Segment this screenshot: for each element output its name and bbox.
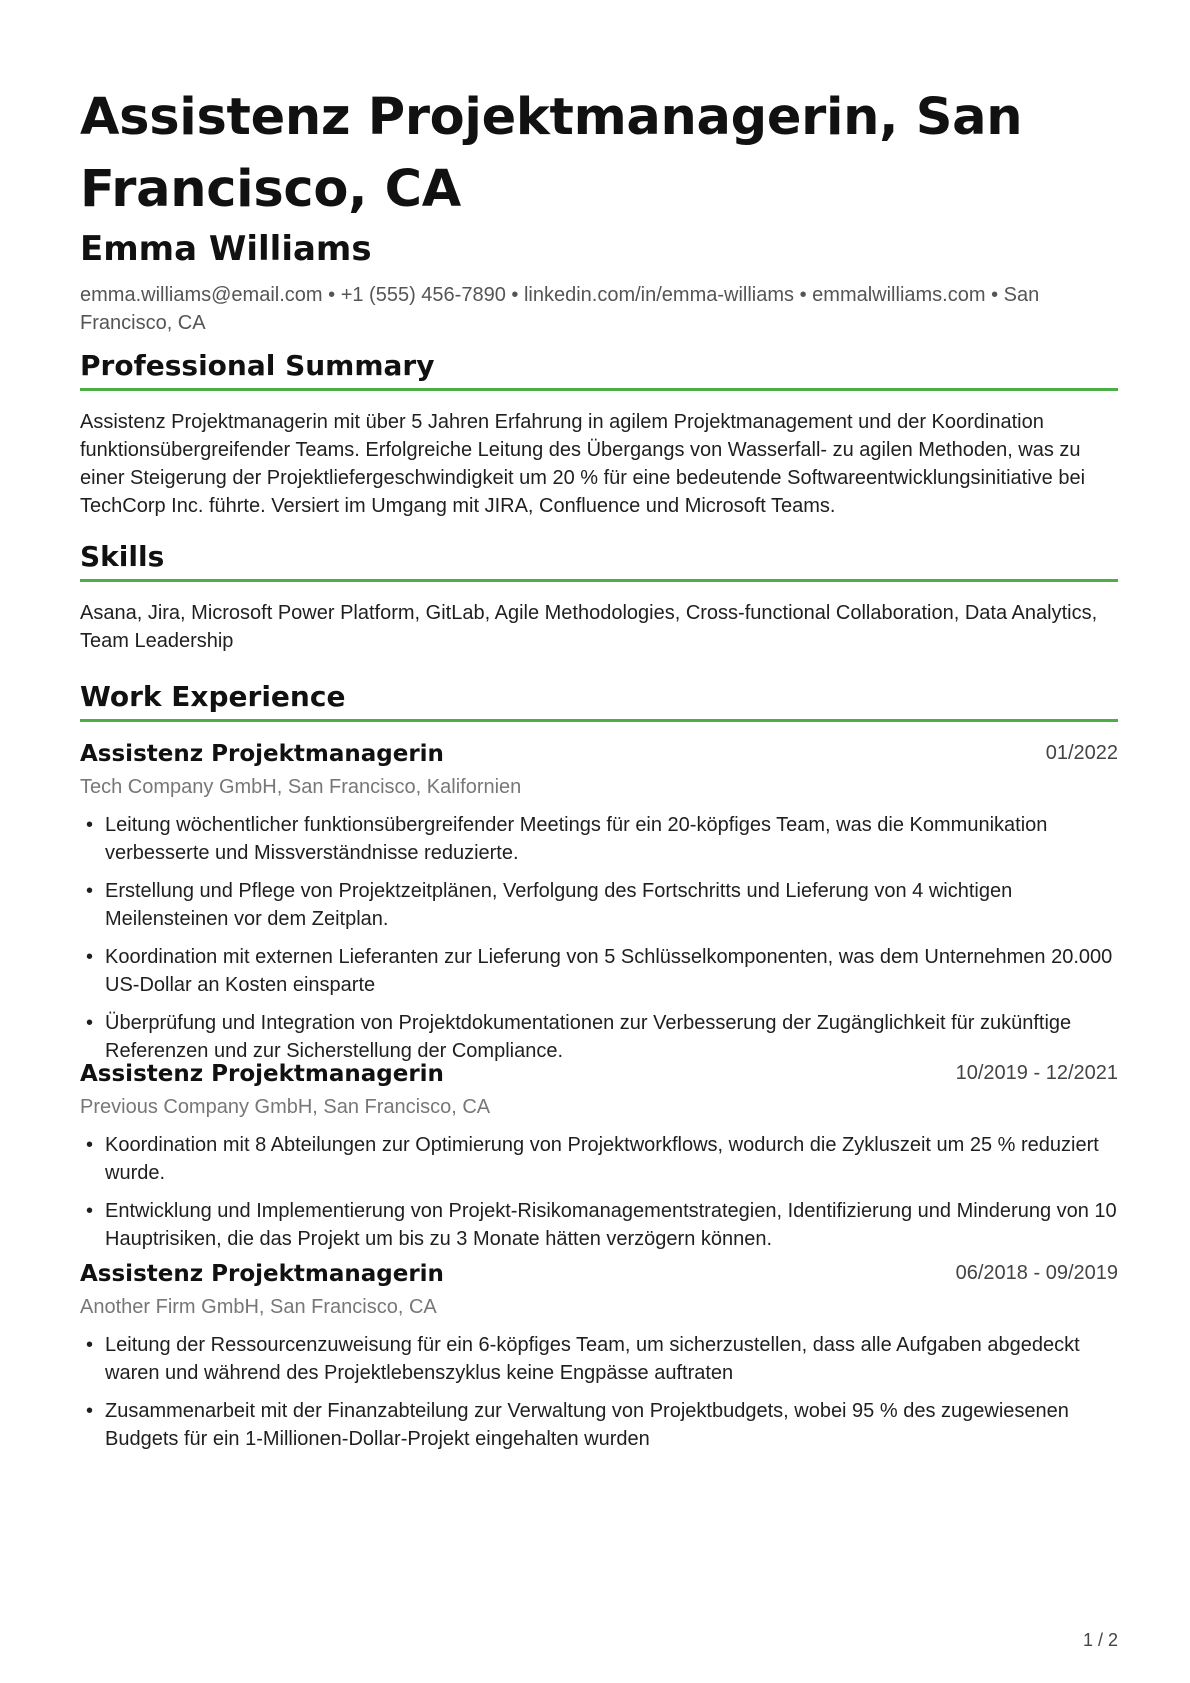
bullet-dot: • xyxy=(86,814,94,836)
contact-linkedin[interactable]: linkedin.com/in/emma-williams xyxy=(523,284,795,306)
bullet-text: Entwicklung und Implementierung von Projekt-Risikomanagementstrategien, Identifizierung und Minderung von 10 Hauptrisiken, die das Projekt um bis zu 3 Monate hätten verzögern können. xyxy=(105,1200,1117,1250)
bullet-text: Leitung wöchentlicher funktionsübergreifender Meetings für ein 20-köpfiges Team, was die Kommunikation verbesserte und Missverständnisse reduzierte. xyxy=(105,814,1048,864)
skills-text: Asana, Jira, Microsoft Power Platform, GitLab, Agile Methodologies, Cross-functional Collaboration, Data Analytics, Team Leadership xyxy=(80,602,1098,652)
candidate-name: Emma Williams xyxy=(80,229,372,269)
bullet-text: Koordination mit externen Lieferanten zur Lieferung von 5 Schlüsselkomponenten, was dem Unternehmen 20.000 US-Dollar an Kosten einsparte xyxy=(105,946,1113,996)
job-bullets xyxy=(80,1131,1118,1263)
summary-heading: Professional Summary xyxy=(80,349,435,382)
job-title: Assistenz Projektmanagerin xyxy=(80,741,444,767)
bullet-item xyxy=(80,1197,1118,1253)
bullet-dot: • xyxy=(86,1400,94,1422)
contact-line xyxy=(80,281,1118,337)
bullet-dot: • xyxy=(86,1334,94,1356)
bullet-dot: • xyxy=(86,880,94,902)
contact-location: San Francisco, CA xyxy=(80,284,1040,334)
bullet-dot: • xyxy=(86,946,94,968)
job-company: Tech Company GmbH, San Francisco, Kalifornien xyxy=(80,776,522,798)
bullet-text: Erstellung und Pflege von Projektzeitplänen, Verfolgung des Fortschritts und Lieferung von 4 wichtigen Meilensteinen vor dem Zeitplan. xyxy=(105,880,1013,930)
resume-title: Assistenz Projektmanagerin, San Francisco, CA xyxy=(80,88,1023,219)
bullet-item xyxy=(80,1397,1118,1453)
job-company: Another Firm GmbH, San Francisco, CA xyxy=(80,1296,437,1318)
resume-page xyxy=(80,0,1118,1683)
bullet-dot: • xyxy=(86,1200,94,1222)
job-company: Previous Company GmbH, San Francisco, CA xyxy=(80,1096,491,1118)
job-title: Assistenz Projektmanagerin xyxy=(80,1061,444,1087)
bullet-text: Koordination mit 8 Abteilungen zur Optimierung von Projektworkflows, wodurch die Zykluszeit um 25 % reduziert wurde. xyxy=(105,1134,1099,1184)
bullet-item xyxy=(80,811,1118,867)
job-bullets xyxy=(80,811,1118,1075)
job-date: 06/2018 - 09/2019 xyxy=(955,1262,1118,1284)
bullet-item xyxy=(80,1009,1118,1065)
bullet-text: Überprüfung und Integration von Projektdokumentationen zur Verbesserung der Zugänglichkeit für zukünftige Referenzen und zur Sicherstellung der Compliance. xyxy=(105,1012,1072,1062)
contact-separator: • xyxy=(505,284,524,306)
bullet-text: Zusammenarbeit mit der Finanzabteilung zur Verwaltung von Projektbudgets, wobei 95 % des zugewiesenen Budgets für ein 1-Millionen-Dollar-Projekt eingehalten wurden xyxy=(105,1400,1069,1450)
bullet-item xyxy=(80,1331,1118,1387)
bullet-dot: • xyxy=(86,1134,94,1156)
skills-heading: Skills xyxy=(80,540,165,573)
bullet-dot: • xyxy=(86,1012,94,1034)
job-bullets xyxy=(80,1331,1118,1463)
job-date: 01/2022 xyxy=(1045,742,1118,764)
bullet-text: Leitung der Ressourcenzuweisung für ein 6-köpfiges Team, um sicherzustellen, dass alle Aufgaben abgedeckt waren und während des Projektlebenszyklus keine Engpässe auftraten xyxy=(105,1334,1080,1384)
contact-email[interactable]: emma.williams@email.com xyxy=(80,284,323,306)
contact-separator: • xyxy=(322,284,341,306)
bullet-item xyxy=(80,943,1118,999)
experience-heading: Work Experience xyxy=(80,680,346,713)
contact-website[interactable]: emmalwilliams.com xyxy=(812,284,986,306)
summary-text: Assistenz Projektmanagerin mit über 5 Jahren Erfahrung in agilem Projektmanagement und der Koordination funktionsübergreifender Teams. Erfolgreiche Leitung des Übergangs von Wasserfall- zu agilen Methoden, was zu einer Steigerung der Projektliefergeschwindigkeit um 20 % für eine bedeutende Softwareentwicklungsinitiative bei TechCorp Inc. führte. Versiert im Umgang mit JIRA, Confluence und Microsoft Teams. xyxy=(80,411,1086,517)
contact-separator: • xyxy=(794,284,813,306)
bullet-item xyxy=(80,1131,1118,1187)
section-divider xyxy=(80,719,1118,722)
section-divider xyxy=(80,388,1118,391)
bullet-item xyxy=(80,877,1118,933)
page-number: 1 / 2 xyxy=(1082,1630,1118,1650)
contact-separator: • xyxy=(985,284,1004,306)
contact-phone[interactable]: +1 (555) 456-7890 xyxy=(340,284,506,306)
job-date: 10/2019 - 12/2021 xyxy=(955,1062,1118,1084)
section-divider xyxy=(80,579,1118,582)
job-title: Assistenz Projektmanagerin xyxy=(80,1261,444,1287)
